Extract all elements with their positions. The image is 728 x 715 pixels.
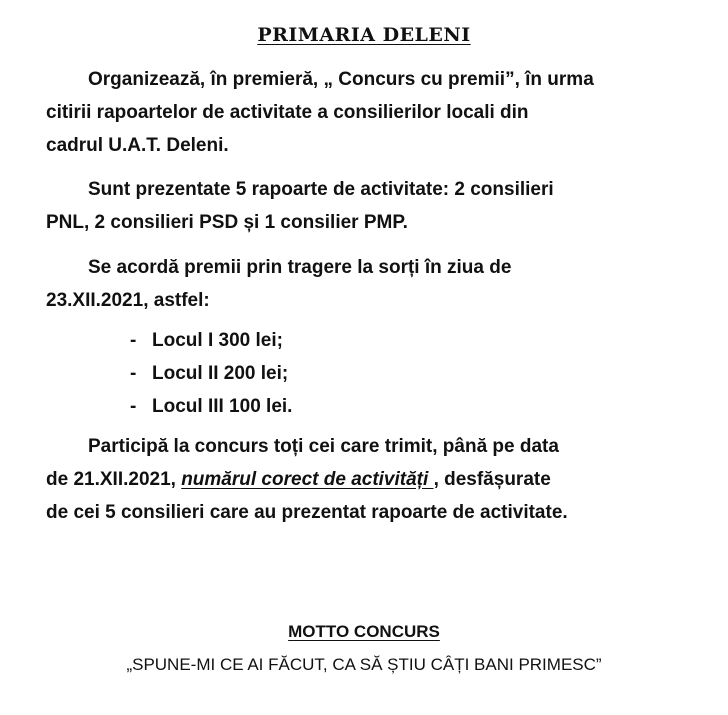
bullet-dash: - (130, 396, 137, 417)
paragraph-line: cadrul U.A.T. Deleni. (46, 135, 229, 156)
paragraph-text: de 21.XII.2021, (46, 469, 182, 490)
bullet-dash: - (130, 363, 137, 384)
paragraph-line: Se acordă premii prin tragere la sorți în ziua de (88, 257, 512, 278)
paragraph-announcement (0, 63, 594, 162)
list-item (130, 324, 292, 357)
prize-label: Locul III 100 lei. (152, 396, 293, 417)
paragraph-line: de cei 5 consilieri care au prezentat rapoarte de activitate. (46, 502, 568, 523)
paragraph-participation (0, 430, 568, 529)
paragraph-line: Organizează, în premieră, „ Concurs cu premii”, în urma (88, 69, 594, 90)
prize-label: Locul II 200 lei; (152, 363, 289, 384)
list-item (130, 357, 292, 390)
list-item (130, 390, 292, 423)
motto-text: „SPUNE-MI CE AI FĂCUT, CA SĂ ȘTIU CÂȚI BANI PRIMESC” (126, 655, 602, 674)
emphasized-text: numărul corect de activități (181, 469, 434, 490)
prize-label: Locul I 300 lei; (152, 330, 283, 351)
paragraph-reports (0, 173, 554, 239)
motto-heading: MOTTO CONCURS (288, 622, 440, 641)
paragraph-prize-draw (0, 251, 511, 317)
paragraph-line: Participă la concurs toți cei care trimit, până pe data (88, 436, 559, 457)
paragraph-line (0, 463, 568, 496)
paragraph-text: , desfășurate (433, 469, 551, 490)
paragraph-line: PNL, 2 consilieri PSD și 1 consilier PMP. (46, 212, 408, 233)
paragraph-line: Sunt prezentate 5 rapoarte de activitate: 2 consilieri (88, 179, 554, 200)
prize-list (130, 324, 292, 423)
document-title: PRIMARIA DELENI (257, 24, 471, 46)
paragraph-line: 23.XII.2021, astfel: (46, 290, 210, 311)
paragraph-line: citirii rapoartelor de activitate a consilierilor locali din (46, 102, 529, 123)
bullet-dash: - (130, 330, 137, 351)
